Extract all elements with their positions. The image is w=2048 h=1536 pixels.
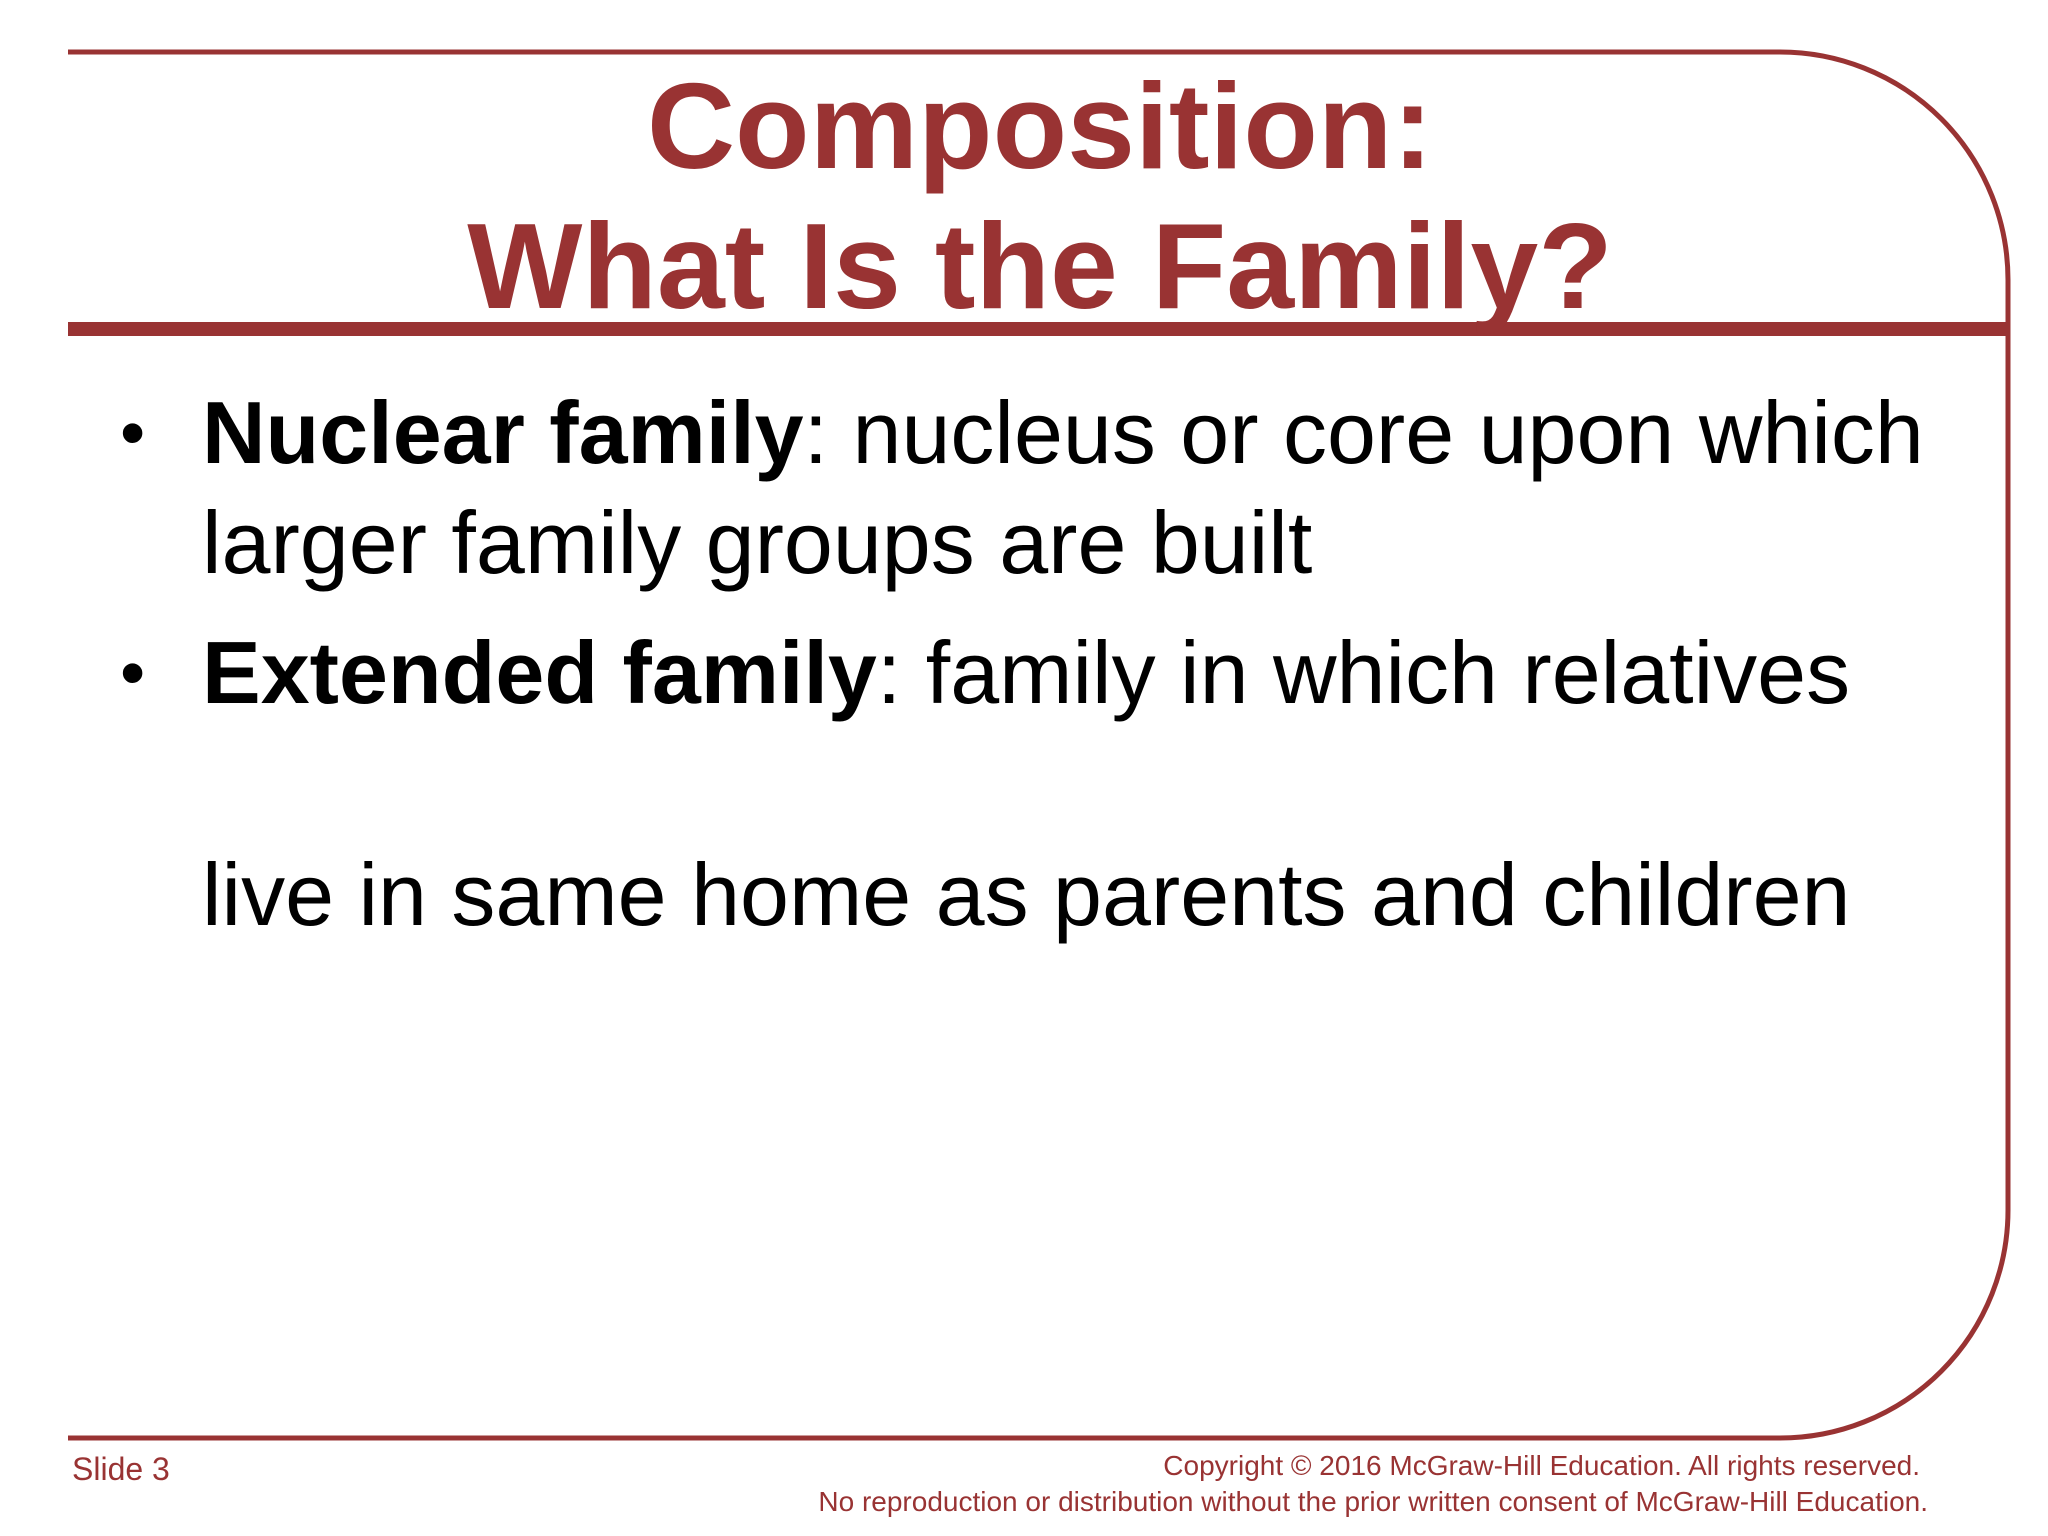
bullet-text [202, 378, 1962, 598]
bullet-continuation: live in same home as parents and children [202, 845, 1851, 944]
slide-title-line-2: What Is the Family? [467, 198, 1613, 334]
bullet-definition: : family in which relatives [876, 623, 1851, 722]
bullet-marker: • [120, 393, 146, 473]
bullet-text [202, 618, 1962, 728]
bullet-marker: • [120, 633, 146, 713]
slide-number: Slide 3 [72, 1451, 170, 1487]
bullet-term: Nuclear family [202, 383, 804, 482]
copyright-line-1: Copyright © 2016 McGraw-Hill Education. All rights reserved. [1163, 1450, 1920, 1481]
copyright-line-2: No reproduction or distribution without the prior written consent of McGraw-Hill Education. [818, 1486, 1928, 1517]
bullet-term: Extended family [202, 623, 877, 722]
slide-title-line-1: Composition: [646, 58, 1434, 194]
copyright-notice [818, 1448, 1928, 1520]
bullet-definition: : nucleus or core upon which larger family groups are built [202, 383, 1924, 592]
